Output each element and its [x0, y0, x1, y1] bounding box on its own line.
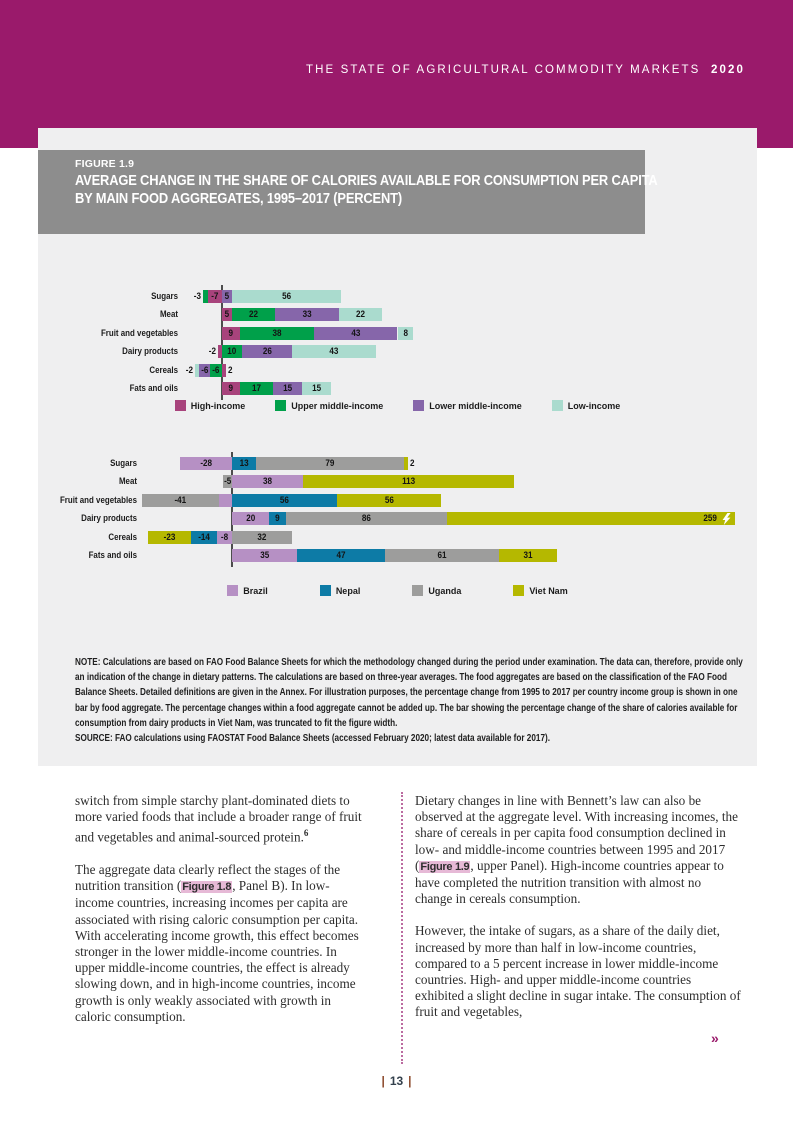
bar-segment-high-income	[222, 364, 226, 377]
legend-label: Viet Nam	[529, 585, 568, 596]
body-paragraph	[75, 793, 367, 846]
category-label: Fruit and vegetables	[100, 328, 178, 338]
bar-value-label: 86	[362, 513, 372, 523]
bar-value-label: 10	[227, 346, 237, 356]
bar-value-label: 5	[224, 291, 230, 301]
legend-label: Low-income	[567, 400, 621, 411]
body-text: Dietary changes in line with Bennett’s law can also be observed at the aggregate level. With increasing incomes, the share of cereals in per capita food consumption declined in low- and middle-income countries between 1995 and 2017 (	[415, 793, 738, 873]
bar-value-label: 38	[272, 328, 282, 338]
bar-value-label: -14	[198, 532, 210, 542]
legend-item-nepal	[320, 585, 361, 596]
figure-reference-highlight: Figure 1.9	[420, 860, 470, 873]
bar-segment-viet-nam	[404, 457, 408, 470]
legend-swatch-icon	[552, 400, 563, 411]
bar-value-label: 43	[329, 346, 339, 356]
running-header	[306, 64, 745, 76]
bar-value-label: 56	[281, 291, 291, 301]
figure-title	[75, 172, 694, 207]
category-label: Meat	[159, 309, 178, 319]
upper-chart-income-groups	[38, 290, 757, 405]
figure-label: FIGURE 1.9	[75, 158, 135, 170]
bar-value-label: -7	[211, 291, 219, 301]
legend-label: Lower middle-income	[429, 400, 522, 411]
legend-item-brazil	[227, 585, 268, 596]
page-number-bar-right: |	[408, 1074, 412, 1088]
upper-chart-legend	[38, 400, 793, 411]
legend-swatch-icon	[412, 585, 423, 596]
body-text: switch from simple starchy plant-dominated diets to more varied foods that include a broader range of fruit and vegetables and animal-sourced protein.	[75, 793, 362, 845]
bar-value-label: 33	[302, 309, 312, 319]
legend-swatch-icon	[513, 585, 524, 596]
bar-value-label: -8	[220, 532, 229, 542]
bar-value-label: 38	[263, 476, 273, 486]
body-text: However, the intake of sugars, as a share of the daily diet, increased by more than half in low-income countries, compared to a 5 percent increase in lower middle-income countries. High- and upper middle-income countries exhibited a slight decline in sugar intake. The consumption of fruit and vegetables,	[415, 923, 741, 1020]
running-header-year: 2020	[711, 64, 745, 76]
bar-value-label: 56	[384, 495, 394, 505]
bar-value-label: 61	[437, 550, 447, 560]
category-label: Fats and oils	[129, 383, 178, 393]
legend-swatch-icon	[227, 585, 238, 596]
bar-value-label: 259	[703, 513, 717, 523]
bar-value-label: 31	[523, 550, 533, 560]
page-number-bar-left: |	[381, 1074, 385, 1088]
legend-swatch-icon	[320, 585, 331, 596]
bar-value-label: -41	[174, 495, 187, 505]
bar-value-label: 22	[355, 309, 365, 319]
category-label: Fruit and vegetables	[59, 495, 137, 505]
continuation-marker: »	[711, 1030, 719, 1046]
bar-value-label: -2	[208, 346, 217, 356]
bar-value-label: -2	[185, 365, 193, 375]
legend-label: Upper middle-income	[291, 400, 384, 411]
category-label: Cereals	[149, 365, 178, 375]
bar-value-label: 2	[227, 365, 233, 375]
figure-reference-highlight: Figure 1.8	[182, 881, 232, 894]
legend-swatch-icon	[175, 400, 186, 411]
category-label: Sugars	[151, 291, 178, 301]
bar-value-label: -5	[223, 476, 231, 486]
footnote-reference: 6	[303, 828, 309, 839]
bar-value-label: 8	[403, 328, 408, 338]
bar-value-label: 26	[262, 346, 272, 356]
figure-title-line2: BY MAIN FOOD AGGREGATES, 1995–2017 (PERCENT)	[75, 189, 402, 207]
legend-item-uganda	[412, 585, 461, 596]
bar-value-label: 56	[279, 495, 289, 505]
category-label: Meat	[118, 476, 137, 486]
body-paragraph	[415, 923, 741, 1020]
figure-title-line1: AVERAGE CHANGE IN THE SHARE OF CALORIES AVAILABLE FOR CONSUMPTION PER CAPITA	[75, 172, 658, 189]
bar-value-label: 35	[260, 550, 270, 560]
category-label: Fats and oils	[88, 550, 137, 560]
bar-value-label: 2	[409, 458, 415, 468]
bar-value-label: 9	[228, 383, 234, 393]
figure-panel	[38, 128, 757, 766]
bar-value-label: 5	[224, 309, 230, 319]
bar-value-label: -6	[200, 365, 209, 375]
running-header-title: THE STATE OF AGRICULTURAL COMMODITY MARKETS	[305, 64, 701, 76]
body-text: , Panel B). In low-income countries, increasing incomes per capita are associated with rising caloric consumption per capita. With accelerating income growth, this effect becomes stronger in the lower middle-income countries. In upper middle-income countries, the effect is already slowing down, and in high-income countries, income growth is only weakly associated with growth in caloric consumption.	[75, 878, 359, 1024]
bar-segment-brazil	[219, 494, 232, 507]
legend-label: Nepal	[335, 585, 361, 596]
body-text: , upper Panel). High-income countries appear to have completed the nutrition transition with almost no change in cereals consumption.	[415, 857, 724, 907]
legend-label: Brazil	[243, 585, 268, 596]
body-left-column	[75, 793, 367, 1041]
figure-title-box	[38, 150, 658, 234]
bar-value-label: -28	[199, 458, 212, 468]
legend-item-low-income	[552, 400, 621, 411]
body-text: The aggregate data clearly reflect the stages of the nutrition transition (	[75, 862, 341, 894]
body-right-column	[415, 793, 741, 1037]
bar-value-label: 47	[336, 550, 346, 560]
bar-value-label: 17	[251, 383, 261, 393]
bar-value-label: 113	[402, 476, 416, 486]
bar-value-label: -23	[163, 532, 176, 542]
legend-label: Uganda	[428, 585, 462, 596]
lower-chart-legend	[38, 585, 757, 596]
lower-chart-countries	[38, 457, 757, 572]
bar-value-label: 79	[325, 458, 335, 468]
truncation-bolt-icon	[722, 513, 731, 525]
column-divider	[401, 792, 403, 1064]
bar-value-label: 9	[275, 513, 281, 523]
bar-value-label: 15	[312, 383, 322, 393]
figure-notes	[75, 655, 747, 746]
figure-source-text: SOURCE: FAO calculations using FAOSTAT Food Balance Sheets (accessed February 2020; latest data available for 2017).	[75, 733, 551, 745]
legend-swatch-icon	[275, 400, 286, 411]
bar-value-label: 32	[257, 532, 267, 542]
page-number-value: 13	[389, 1074, 404, 1088]
bar-value-label: 15	[282, 383, 292, 393]
legend-item-lower-middle-income	[413, 400, 522, 411]
legend-item-high-income	[175, 400, 246, 411]
page-number	[0, 1074, 793, 1088]
bar-value-label: 22	[248, 309, 258, 319]
bar-value-label: 13	[239, 458, 249, 468]
legend-item-upper-middle-income	[275, 400, 383, 411]
category-label: Dairy products	[81, 513, 137, 523]
bar-value-label: 9	[228, 328, 234, 338]
bar-value-label: -6	[212, 365, 220, 375]
legend-item-viet-nam	[513, 585, 567, 596]
bar-value-label: -3	[193, 291, 201, 301]
category-label: Sugars	[110, 458, 137, 468]
category-label: Cereals	[108, 532, 137, 542]
body-paragraph	[415, 793, 741, 907]
legend-label: High-income	[190, 400, 246, 411]
category-label: Dairy products	[122, 346, 178, 356]
figure-note-text: NOTE: Calculations are based on FAO Food Balance Sheets for which the methodology changed during the period under examination. The data can, therefore, provide only an indication of the change in dietary patterns. The calculations are based on three-year averages. The food aggregates are based on the classification of the FAO Food Balance Sheets. Detailed definitions are given in the Annex. For illustration purposes, the percentage change from 1995 to 2017 per country income group is shown in one bar by food aggregate. The percentage changes within a food aggregate cannot be added up. The bar showing the percentage change of the share of calories available for consumption from dairy products in Viet Nam, was truncated to fit the figure width.	[75, 657, 743, 729]
bar-segment-upper-middle-income	[203, 290, 209, 303]
bar-value-label: 20	[246, 513, 256, 523]
bar-value-label: 43	[350, 328, 360, 338]
legend-swatch-icon	[413, 400, 424, 411]
body-paragraph	[75, 862, 367, 1025]
bar-segment-low-income	[195, 364, 199, 377]
